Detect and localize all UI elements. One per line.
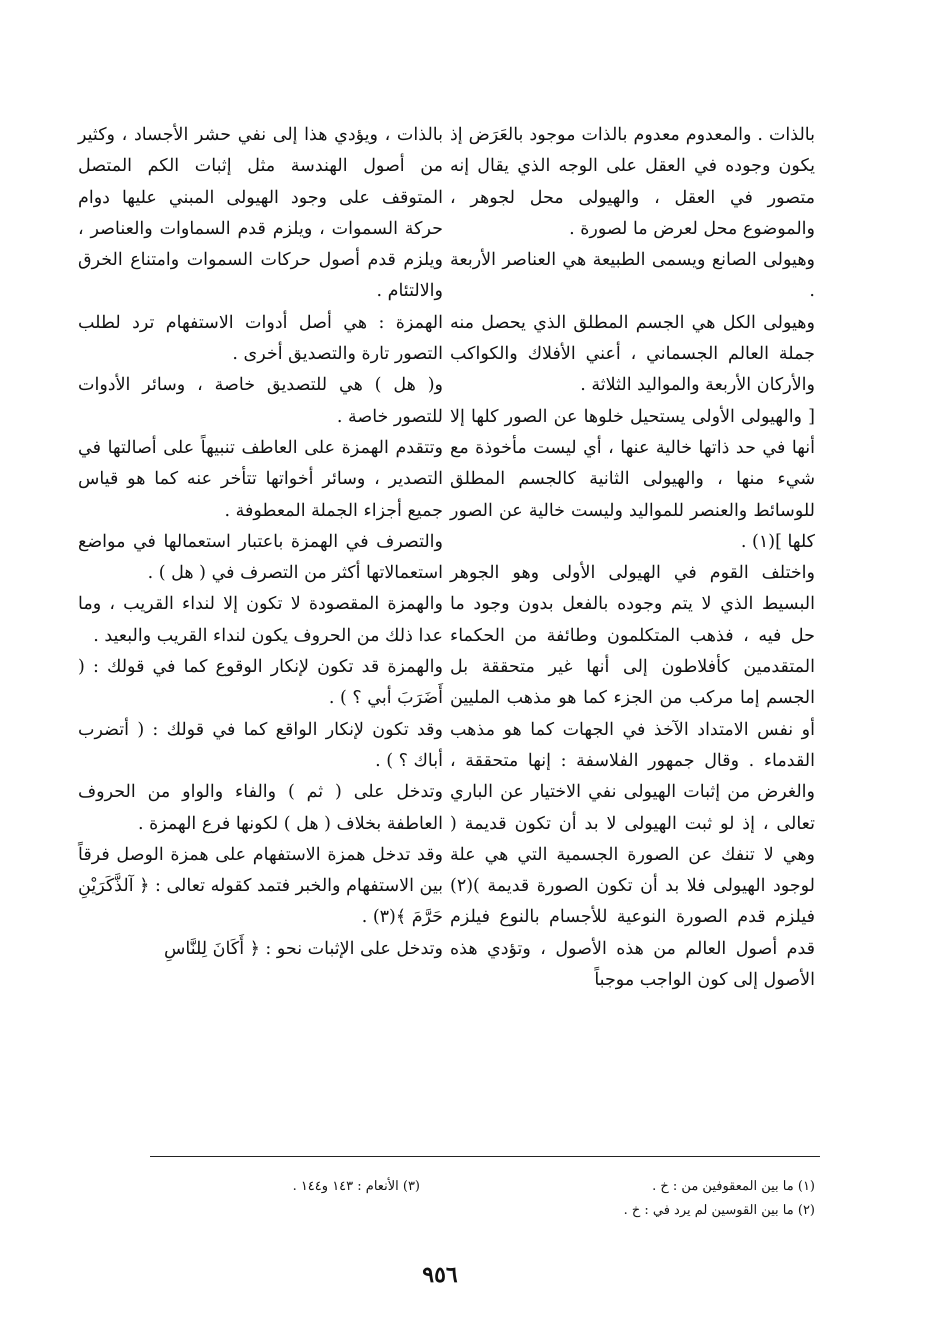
left-text-column [78, 120, 443, 965]
footnote-3: (٣) الأنعام : ١٤٣ و١٤٤ . [292, 1179, 420, 1194]
paragraph: والهمزة المقصودة لا تكون إلا لنداء القريب ، وما عدا ذلك من الحروف يكون لنداء القريب والبعيد . [78, 594, 443, 646]
paragraph: [ والهيولى الأولى يستحيل خلوها عن الصور كلها إلا أنها في حد ذاتها خالية عنها ، أي ليست مأخوذة مع شيء منها ، والهيولى الثانية كالجسم المطلق للوسائط والعنصر للمواليد وليست خالية عن الصور كلها ](١) . [450, 406, 815, 552]
paragraph: وتدخل على ( ثم ) والفاء والواو من الحروف العاطفة بخلاف ( هل ) لكونها فرع الهمزة . [78, 782, 443, 834]
paragraph: وتدخل على الإثبات نحو : ﴿ أَكَانَ لِلنَّاسِ [164, 938, 443, 959]
paragraph: وهيولى الصانع ويسمى الطبيعة هي العناصر الأربعة . [450, 250, 815, 302]
footnote-1: (١) ما بين المعقوفين من : خ . [652, 1179, 815, 1194]
paragraph: بالذات . والمعدوم معدوم بالذات موجود بالعَرَض إذ يكون وجوده في العقل على الوجه الذي يقال إنه متصور في العقل ، والهيولى محل لجوهر ، والموضوع محل لعرض ما لصورة . [450, 125, 815, 239]
right-text-column [450, 120, 815, 996]
paragraph: واختلف القوم في الهيولى الأولى وهو الجوهر البسيط الذي لا يتم وجوده بالفعل بدون وجود ما حل فيه ، فذهب المتكلمون وطائفة من الحكماء المتقدمين كأفلاطون إلى أنها غير متحققة بل الجسم إما مركب من الجزء كما هو مذهب المليين أو نفس الامتداد الآخذ في الجهات كما هو مذهب القدماء . وقال جمهور الفلاسفة : إنها متحققة ، والغرض من إثبات الهيولى نفي الاختيار عن الباري تعالى ، إذ لو ثبت الهيولى لا بد أن تكون قديمة ( وهي لا تنفك عن الصورة الجسمية التي هي علة لوجود الهيولى فلا بد أن تكون الصورة قديمة )(٢) فيلزم قدم الصورة النوعية للأجسام بالنوع فيلزم قدم أصول العالم من هذه الأصول ، وتؤدي هذه الأصول إلى كون الواجب موجباً [450, 563, 815, 991]
paragraph: الهمزة : هي أصل أدوات الاستفهام ترد لطلب التصور تارة والتصديق أخرى . [78, 312, 443, 365]
paragraph: والتصرف في الهمزة باعتبار استعمالها في مواضع استعمالاتها أكثر من التصرف في ( هل ) . [78, 531, 443, 584]
paragraph: وقد تكون لإنكار الواقع كما في قولك : ( أتضرب أباك ؟ ) . [78, 719, 443, 771]
footnotes-left [220, 1175, 420, 1199]
paragraph: بالذات ، ويؤدي هذا إلى نفي حشر الأجساد ، وكثير من أصول الهندسة مثل إثبات الكم المتصل المتوقف على وجود الهيولى المبني عليها دوام حركة السموات ، ويلزم قدم السماوات والعناصر ، ويلزم قدم أصول حركات السموات وامتناع الخرق والالتئام . [78, 125, 443, 302]
paragraph: و( هل ) هي للتصديق خاصة ، وسائر الأدوات للتصور خاصة . [78, 375, 443, 427]
footnotes-right [470, 1175, 815, 1223]
paragraph: وقد تدخل همزة الاستفهام على همزة الوصل فرقاً بين الاستفهام والخبر فتمد كقوله تعالى : ﴿ آلذَّكَرَيْنِ حَرَّمَ ﴾(٣) . [78, 844, 443, 928]
paragraph: وتتقدم الهمزة على العاطف تنبيهاً على أصالتها في التصدير ، وسائر أخواتها تتأخر عنه كما هو قياس جميع أجزاء الجملة المعطوفة . [78, 437, 443, 521]
footnote-divider [150, 1156, 820, 1157]
page-number: ٩٥٦ [422, 1262, 458, 1288]
paragraph: وهيولى الكل هي الجسم المطلق الذي يحصل منه جملة العالم الجسماني ، أعني الأفلاك والكواكب والأركان الأربعة والمواليد الثلاثة . [450, 312, 815, 396]
footnote-2: (٢) ما بين القوسين لم يرد في : خ . [623, 1203, 815, 1218]
paragraph: والهمزة قد تكون لإنكار الوقوع كما في قولك : ( أَضَرَبَ أبي ؟ ) . [78, 657, 443, 709]
